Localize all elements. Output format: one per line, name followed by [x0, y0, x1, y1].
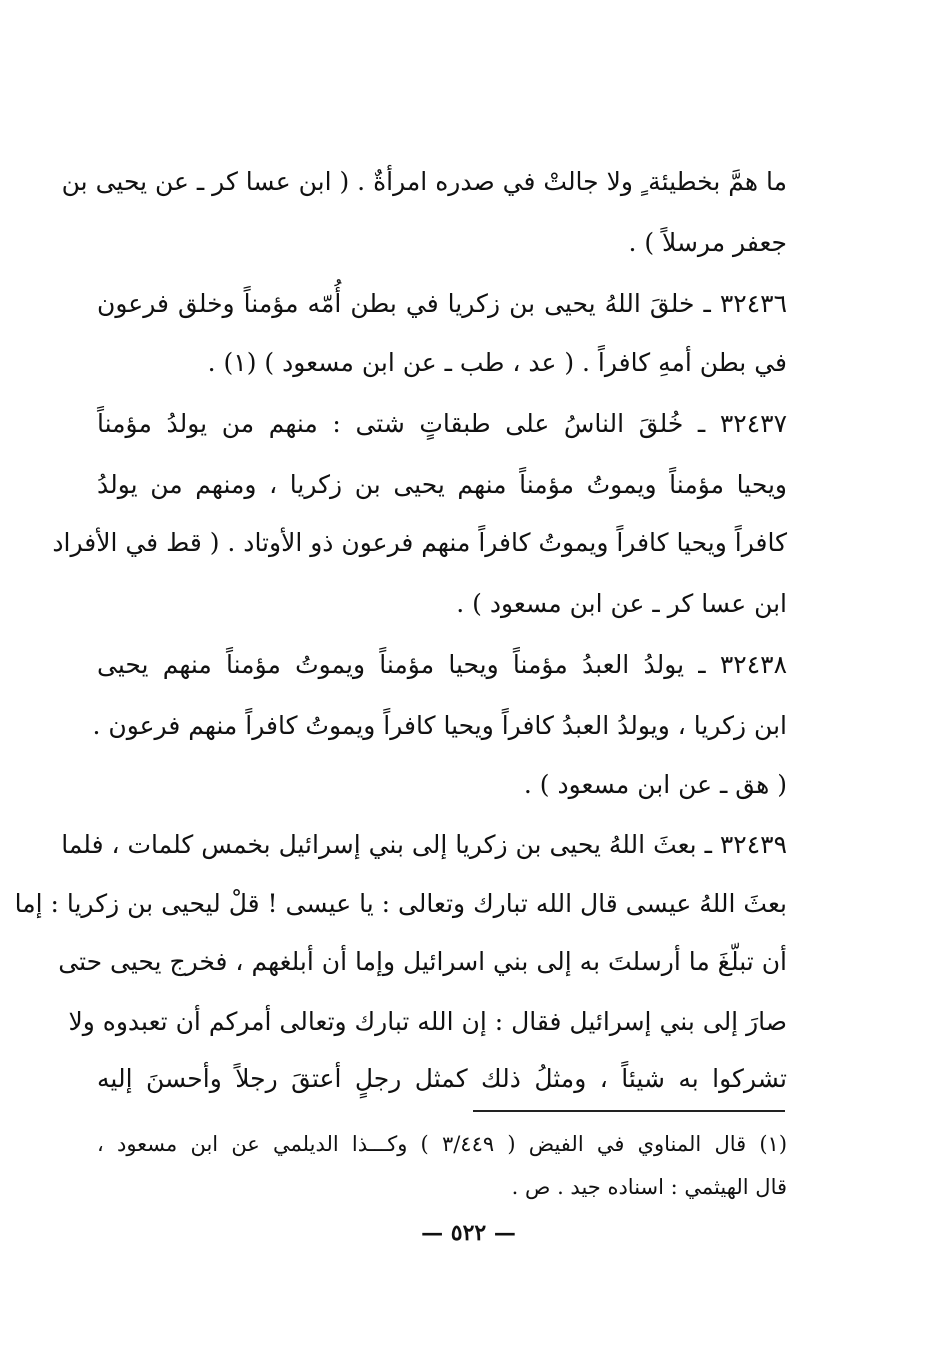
text-line-11: ( هق ـ عن ابن مسعود ) .	[523, 770, 787, 799]
text-line-13: بعثَ اللهُ عيسى قال الله تبارك وتعالى : يا عيسى ! قلْ ليحيى بن زكريا : إما	[14, 889, 787, 918]
text-line-6: ويحيا مؤمناً ويموتُ مؤمناً منهم يحيى بن زكريا ، ومنهم من يولدُ	[97, 470, 787, 499]
text-line-8: ابن عسا كر ـ عن ابن مسعود ) .	[456, 589, 787, 618]
footnote-line-2: قال الهيثمي : اسناده جيد . ص .	[511, 1175, 787, 1199]
text-line-7: كافراً ويحيا كافراً ويموتُ كافراً منهم فرعون ذو الأوتاد . ( قط في الأفراد	[52, 528, 787, 557]
footnote-divider	[473, 1110, 785, 1112]
text-line-1: ما همَّ بخطيئة ٍ ولا جالتْ في صدره امرأةٌ . ( ابن عسا كر ـ عن يحيى بن	[61, 167, 787, 196]
text-line-4: في بطن أمهِ كافراً . ( عد ، طب ـ عن ابن مسعود ) (١) .	[207, 348, 787, 377]
footnote-line-1: (١) قال المناوي في الفيض ( ٣/٤٤٩ ) وكـــذا الديلمي عن ابن مسعود ،	[97, 1132, 788, 1156]
text-line-12: ٣٢٤٣٩ ـ بعثَ اللهُ يحيى بن زكريا إلى بني إسرائيل بخمس كلمات ، فلما	[61, 830, 787, 859]
text-line-5: ٣٢٤٣٧ ـ خُلقَ الناسُ على طبقاتٍ شتى : منهم من يولدُ مؤمناً	[97, 409, 787, 438]
page-number: — ٥٢٢ —	[421, 1220, 516, 1246]
text-line-9: ٣٢٤٣٨ ـ يولدُ العبدُ مؤمناً ويحيا مؤمناً ويموتُ مؤمناً منهم يحيى	[97, 650, 787, 679]
text-line-10: ابن زكريا ، ويولدُ العبدُ كافراً ويحيا كافراً ويموتُ كافراً منهم فرعون .	[92, 711, 787, 740]
text-line-2: جعفر مرسلاً ) .	[628, 228, 787, 257]
text-line-15: صارَ إلى بني إسرائيل فقال : إن الله تبارك وتعالى أمركم أن تعبدوه ولا	[68, 1007, 787, 1036]
text-line-14: أن تبلّغَ ما أرسلتَ به إلى بني اسرائيل وإما أن أبلغهم ، فخرج يحيى حتى	[58, 947, 787, 976]
text-line-16: تشركوا به شيئاً ، ومثلُ ذلك كمثل رجلٍ أعتقَ رجلاً وأحسنَ إليه	[97, 1064, 787, 1093]
text-line-3: ٣٢٤٣٦ ـ خلقَ اللهُ يحيى بن زكريا في بطن أُمّه مؤمناً وخلق فرعون	[97, 289, 787, 318]
